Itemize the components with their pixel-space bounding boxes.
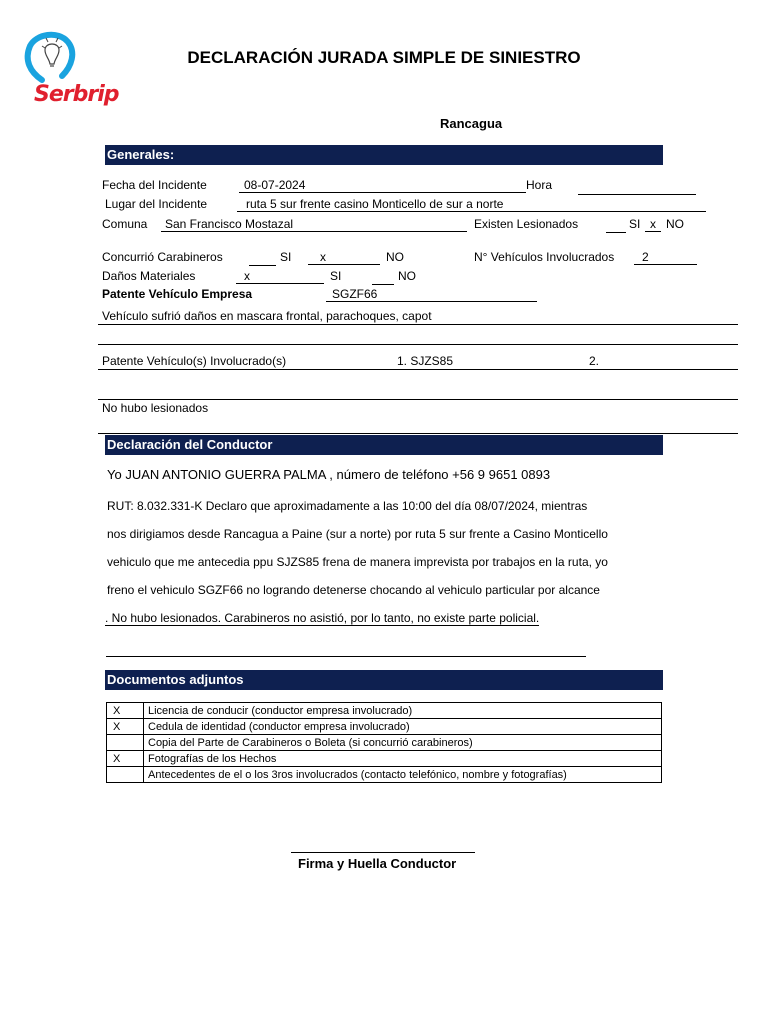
logo-text: Serbrip: [34, 82, 119, 107]
lesionados-no: NO: [666, 217, 684, 231]
check-mark: [107, 767, 144, 783]
danos-description: Vehículo sufrió daños en mascara frontal, parachoques, capot: [102, 309, 432, 323]
check-mark: X: [107, 703, 144, 719]
carabineros-mark: x: [308, 250, 380, 265]
patentes-line: [98, 369, 738, 370]
comuna-label: Comuna: [102, 217, 148, 231]
document-name: Fotografías de los Hechos: [144, 751, 662, 767]
patente-involucrado-2: 2.: [589, 354, 600, 368]
lesionados-mark: x: [645, 217, 661, 232]
carabineros-si: SI: [280, 250, 292, 264]
patente-involucrado-1: 1. SJZS85: [397, 354, 454, 368]
check-mark: X: [107, 719, 144, 735]
declaracion-line-6: . No hubo lesionados. Carabineros no asistió, por lo tanto, no existe parte policial.: [105, 611, 540, 625]
lesionados-si: SI: [629, 217, 641, 231]
document-name: Licencia de conducir (conductor empresa involucrado): [144, 703, 662, 719]
city: Rancagua: [440, 116, 503, 131]
signature-line: [291, 852, 475, 853]
documentos-table: [106, 702, 662, 783]
fecha-value: 08-07-2024: [239, 178, 526, 193]
danos-label: Daños Materiales: [102, 269, 196, 283]
danos-line-2: [372, 284, 394, 285]
document-name: Antecedentes de el o los 3ros involucrados (contacto telefónico, nombre y fotografías): [144, 767, 662, 783]
patentes-involucrados-label: Patente Vehículo(s) Involucrado(s): [102, 354, 287, 368]
carabineros-no: NO: [386, 250, 404, 264]
declaracion-end-line: [106, 656, 586, 657]
lugar-value: ruta 5 sur frente casino Monticello de sur a norte: [237, 197, 706, 212]
lesionados-description: No hubo lesionados: [102, 401, 209, 415]
document-name: Copia del Parte de Carabineros o Boleta (si concurrió carabineros): [144, 735, 662, 751]
table-row: [107, 703, 662, 719]
section-documentos-header: Documentos adjuntos: [105, 670, 663, 690]
fecha-label: Fecha del Incidente: [102, 178, 207, 192]
table-row: [107, 751, 662, 767]
comuna-value: San Francisco Mostazal: [161, 217, 467, 232]
hora-label: Hora: [526, 178, 553, 192]
document-name: Cedula de identidad (conductor empresa involucrado): [144, 719, 662, 735]
lesionados-line: [98, 399, 738, 400]
signature-label: Firma y Huella Conductor: [298, 856, 457, 871]
danos-no: NO: [398, 269, 416, 283]
declaracion-line-3: nos dirigiamos desde Rancagua a Paine (sur a norte) por ruta 5 sur frente a Casino Monticello: [107, 527, 608, 541]
lesionados-line-2: [98, 433, 738, 434]
section-declaracion-header: Declaración del Conductor: [105, 435, 663, 455]
table-row: [107, 735, 662, 751]
lugar-label: Lugar del Incidente: [105, 197, 208, 211]
carabineros-label: Concurrió Carabineros: [102, 250, 223, 264]
company-logo: [22, 30, 134, 114]
check-mark: X: [107, 751, 144, 767]
declaracion-line-5: freno el vehiculo SGZF66 no logrando detenerse chocando al vehiculo particular por alcance: [107, 583, 600, 597]
table-row: [107, 767, 662, 783]
carabineros-line-1: [249, 265, 276, 266]
declaracion-line-1: Yo JUAN ANTONIO GUERRA PALMA , número de teléfono +56 9 9651 0893: [107, 467, 551, 482]
lesionados-label: Existen Lesionados: [474, 217, 579, 231]
patente-label: Patente Vehículo Empresa: [102, 287, 253, 301]
declaracion-line-2: RUT: 8.032.331-K Declaro que aproximadamente a las 10:00 del día 08/07/2024, mientras: [107, 499, 588, 513]
vehiculos-label: N° Vehículos Involucrados: [474, 250, 615, 264]
patente-value: SGZF66: [326, 287, 537, 302]
danos-mark: x: [236, 269, 324, 284]
table-row: [107, 719, 662, 735]
document-title: DECLARACIÓN JURADA SIMPLE DE SINIESTRO: [187, 48, 581, 67]
danos-line-b: [98, 344, 738, 345]
check-mark: [107, 735, 144, 751]
danos-si: SI: [330, 269, 342, 283]
lesionados-si-line: [606, 232, 626, 233]
section-generales-header: Generales:: [105, 145, 663, 165]
declaracion-line-4: vehiculo que me antecedia ppu SJZS85 frena de manera imprevista por trabajos en la ruta, yo: [107, 555, 608, 569]
hora-line: [578, 194, 696, 195]
danos-line-a: [98, 324, 738, 325]
vehiculos-value: 2: [634, 250, 697, 265]
